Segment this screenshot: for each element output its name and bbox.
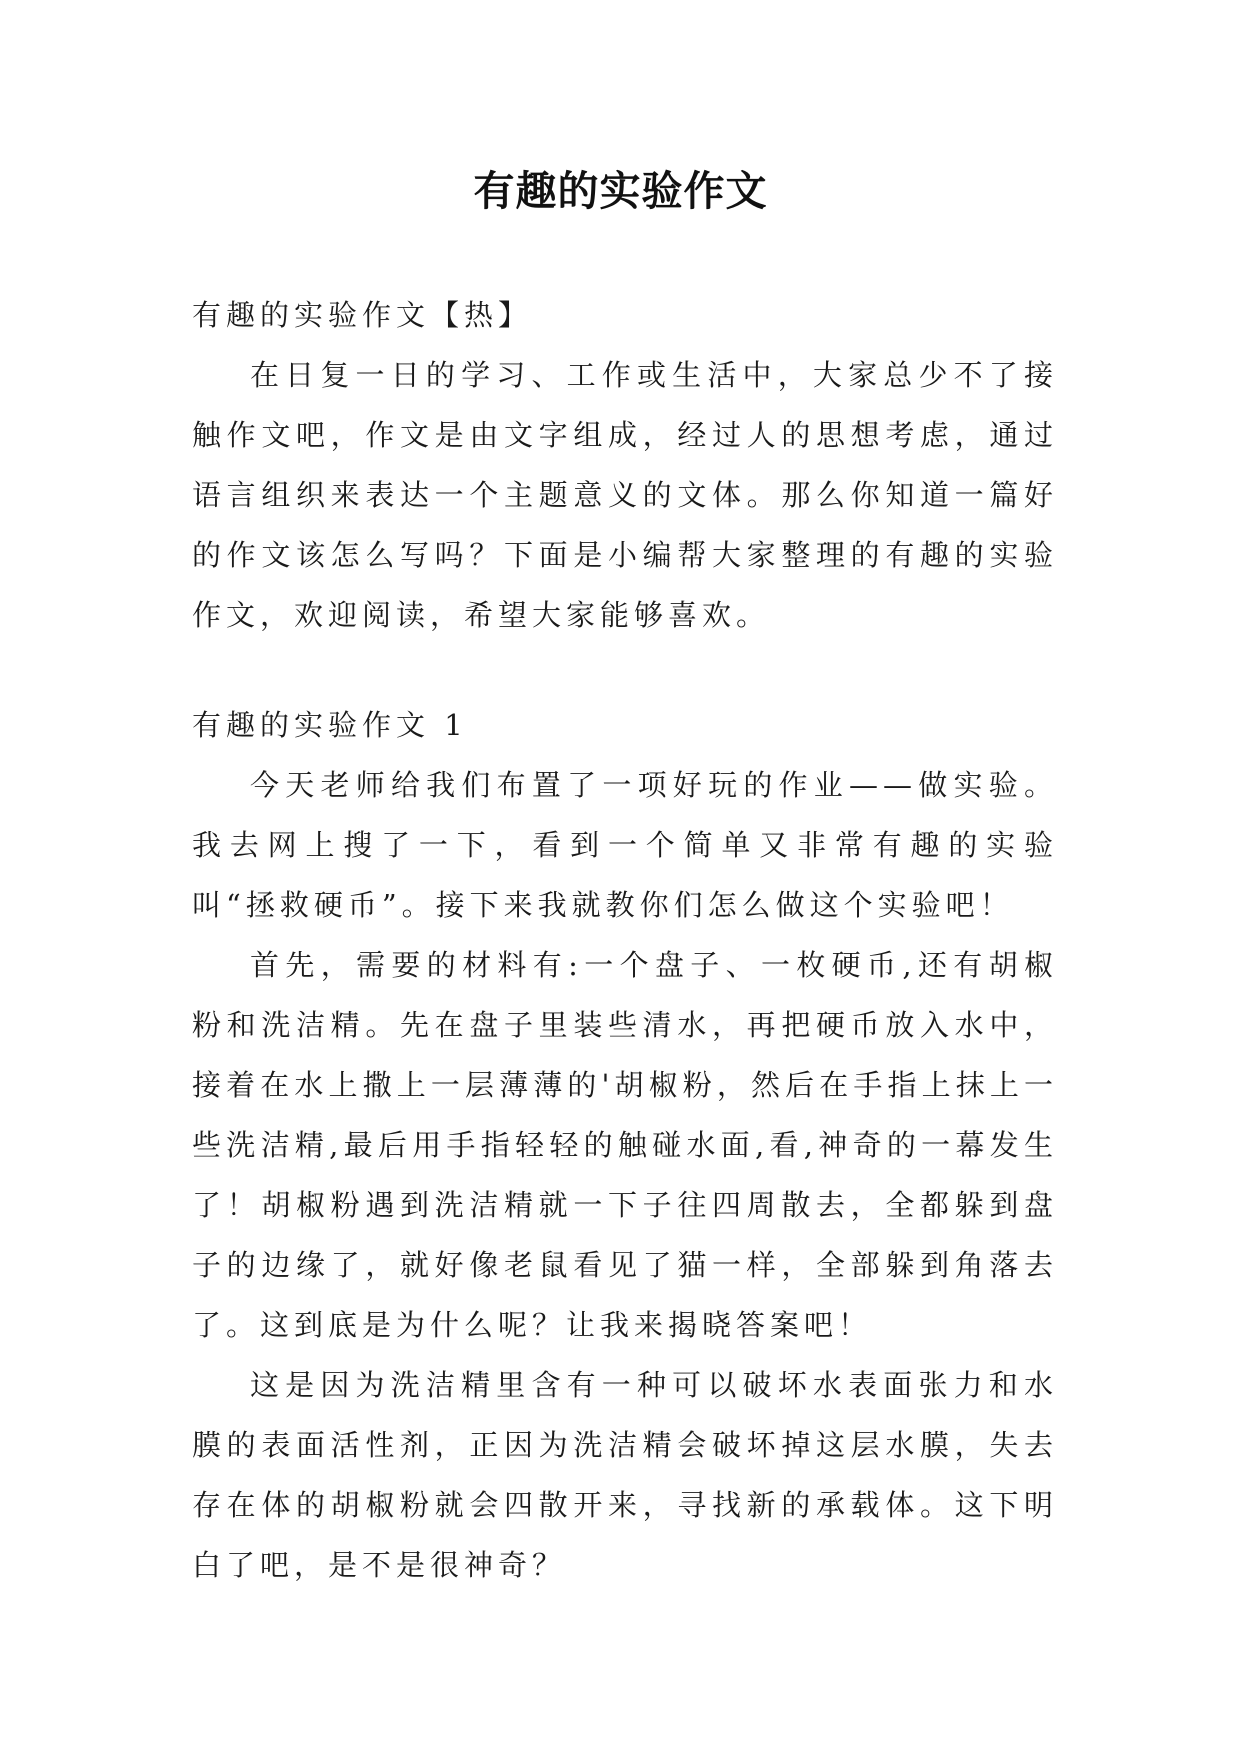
intro-paragraph: 在日复一日的学习、工作或生活中，大家总少不了接触作文吧，作文是由文字组成，经过人的思想考虑，通过语言组织来表达一个主题意义的文体。那么你知道一篇好的作文该怎么写吗？下面是小编帮大家整理的有趣的实验作文，欢迎阅读，希望大家能够喜欢。 [192, 358, 1058, 632]
article-paragraph: 今天老师给我们布置了一项好玩的作业——做实验。我去网上搜了一下，看到一个简单又非常有趣的实验叫“拯救硬币”。接下来我就教你们怎么做这个实验吧！ [192, 768, 1058, 922]
article-paragraph: 首先，需要的材料有:一个盘子、一枚硬币,还有胡椒粉和洗洁精。先在盘子里装些清水，再把硬币放入水中，接着在水上撒上一层薄薄的'胡椒粉，然后在手指上抹上一些洗洁精,最后用手指轻轻的触碰水面,看,神奇的一幕发生了！胡椒粉遇到洗洁精就一下子往四周散去，全都躲到盘子的边缘了，就好像老鼠看见了猫一样，全部躲到角落去了。这到底是为什么呢？让我来揭晓答案吧！ [192, 948, 1058, 1342]
intro-section [192, 285, 1058, 645]
article-heading: 有趣的实验作文 1 [192, 708, 468, 742]
article-section [192, 695, 1058, 1595]
page-title: 有趣的实验作文 [473, 167, 768, 215]
article-paragraph: 这是因为洗洁精里含有一种可以破坏水表面张力和水膜的表面活性剂，正因为洗洁精会破坏掉这层水膜，失去存在体的胡椒粉就会四散开来，寻找新的承载体。这下明白了吧，是不是很神奇？ [192, 1368, 1058, 1582]
intro-heading: 有趣的实验作文【热】 [192, 298, 533, 332]
